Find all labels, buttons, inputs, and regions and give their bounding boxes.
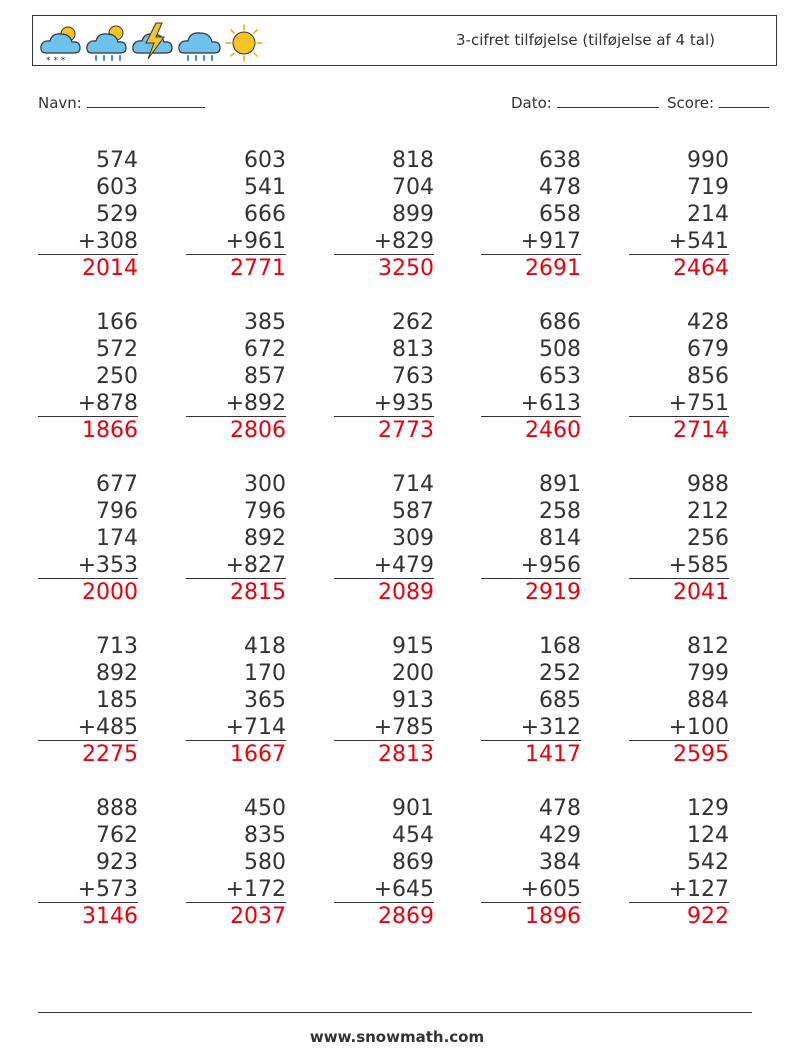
answer: 2771 <box>230 256 286 281</box>
addition-problem <box>629 633 729 768</box>
addend: 796 <box>96 499 138 524</box>
last-addend: +172 <box>186 876 286 903</box>
last-addend: +961 <box>186 228 286 255</box>
last-addend: +605 <box>481 876 581 903</box>
addition-problem <box>629 309 729 444</box>
addend: 713 <box>96 634 138 659</box>
addition-problem <box>186 471 286 606</box>
addition-problem <box>38 309 138 444</box>
addend: 185 <box>96 688 138 713</box>
addition-problem <box>481 633 581 768</box>
answer: 2275 <box>82 742 138 767</box>
worksheet-title: 3-cifret tilføjelse (tilføjelse af 4 tal) <box>456 31 715 49</box>
addend: 677 <box>96 472 138 497</box>
answer: 2595 <box>673 742 729 767</box>
addition-problem <box>481 147 581 282</box>
answer: 1866 <box>82 418 138 443</box>
score-label: Score: <box>667 94 715 112</box>
addend: 478 <box>539 796 581 821</box>
addend: 814 <box>539 526 581 551</box>
answer: 2014 <box>82 256 138 281</box>
name-label: Navn: <box>38 94 82 112</box>
sun-icon <box>226 25 262 61</box>
answer: 2089 <box>378 580 434 605</box>
addend: 429 <box>539 823 581 848</box>
answer: 1417 <box>525 742 581 767</box>
addend: 857 <box>244 364 286 389</box>
addend: 888 <box>96 796 138 821</box>
addend: 762 <box>96 823 138 848</box>
svg-text:* * *: * * * <box>46 56 66 63</box>
last-addend: +878 <box>38 390 138 417</box>
answer: 922 <box>687 904 729 929</box>
addend: 478 <box>539 175 581 200</box>
answer: 1896 <box>525 904 581 929</box>
addend: 915 <box>392 634 434 659</box>
addend: 812 <box>687 634 729 659</box>
addend: 796 <box>244 499 286 524</box>
last-addend: +312 <box>481 714 581 741</box>
name-field <box>38 93 205 112</box>
addition-problem <box>334 309 434 444</box>
addend: 719 <box>687 175 729 200</box>
addend: 454 <box>392 823 434 848</box>
last-addend: +917 <box>481 228 581 255</box>
addend: 990 <box>687 148 729 173</box>
addend: 587 <box>392 499 434 524</box>
addend: 300 <box>244 472 286 497</box>
answer: 2460 <box>525 418 581 443</box>
addend: 418 <box>244 634 286 659</box>
last-addend: +479 <box>334 552 434 579</box>
last-addend: +541 <box>629 228 729 255</box>
addition-problem <box>186 309 286 444</box>
addend: 686 <box>539 310 581 335</box>
addend: 385 <box>244 310 286 335</box>
footer-site: www.snowmath.com <box>309 1028 485 1046</box>
addend: 603 <box>244 148 286 173</box>
date-input-line[interactable] <box>557 93 659 108</box>
addend: 653 <box>539 364 581 389</box>
addend: 892 <box>244 526 286 551</box>
addend: 124 <box>687 823 729 848</box>
addend: 685 <box>539 688 581 713</box>
score-field <box>667 93 769 112</box>
last-addend: +308 <box>38 228 138 255</box>
addend: 813 <box>392 337 434 362</box>
addend: 835 <box>244 823 286 848</box>
answer: 2714 <box>673 418 729 443</box>
addend: 508 <box>539 337 581 362</box>
last-addend: +956 <box>481 552 581 579</box>
addend: 309 <box>392 526 434 551</box>
addend: 856 <box>687 364 729 389</box>
addend: 818 <box>392 148 434 173</box>
answer: 2464 <box>673 256 729 281</box>
last-addend: +353 <box>38 552 138 579</box>
addend: 891 <box>539 472 581 497</box>
answer: 2813 <box>378 742 434 767</box>
addend: 799 <box>687 661 729 686</box>
addend: 672 <box>244 337 286 362</box>
addend: 714 <box>392 472 434 497</box>
answer: 2000 <box>82 580 138 605</box>
addend: 666 <box>244 202 286 227</box>
addend: 212 <box>687 499 729 524</box>
answer: 3146 <box>82 904 138 929</box>
addend: 913 <box>392 688 434 713</box>
addend: 763 <box>392 364 434 389</box>
addend: 428 <box>687 310 729 335</box>
cloud-sun-rain-icon <box>87 26 126 60</box>
addition-problem <box>481 795 581 930</box>
last-addend: +485 <box>38 714 138 741</box>
cloud-lightning-icon <box>133 23 172 59</box>
answer: 2919 <box>525 580 581 605</box>
addend: 658 <box>539 202 581 227</box>
addend: 170 <box>244 661 286 686</box>
addend: 679 <box>687 337 729 362</box>
answer: 1667 <box>230 742 286 767</box>
answer: 2869 <box>378 904 434 929</box>
addend: 892 <box>96 661 138 686</box>
addend: 250 <box>96 364 138 389</box>
date-field <box>511 93 659 112</box>
addition-problem <box>38 633 138 768</box>
addend: 365 <box>244 688 286 713</box>
addition-problem <box>38 471 138 606</box>
addition-problem <box>481 309 581 444</box>
addend: 923 <box>96 850 138 875</box>
addition-problem <box>186 633 286 768</box>
last-addend: +827 <box>186 552 286 579</box>
last-addend: +714 <box>186 714 286 741</box>
addition-problem <box>186 795 286 930</box>
last-addend: +829 <box>334 228 434 255</box>
addend: 704 <box>392 175 434 200</box>
last-addend: +892 <box>186 390 286 417</box>
addend: 262 <box>392 310 434 335</box>
addend: 574 <box>96 148 138 173</box>
answer: 2773 <box>378 418 434 443</box>
last-addend: +935 <box>334 390 434 417</box>
addition-problem <box>629 471 729 606</box>
addend: 168 <box>539 634 581 659</box>
date-label: Dato: <box>511 94 552 112</box>
last-addend: +573 <box>38 876 138 903</box>
addition-problem <box>38 147 138 282</box>
addend: 988 <box>687 472 729 497</box>
last-addend: +751 <box>629 390 729 417</box>
score-input-line[interactable] <box>719 93 769 108</box>
addend: 901 <box>392 796 434 821</box>
answer: 2806 <box>230 418 286 443</box>
addend: 603 <box>96 175 138 200</box>
name-input-line[interactable] <box>87 93 205 108</box>
addend: 174 <box>96 526 138 551</box>
addend: 869 <box>392 850 434 875</box>
answer: 2037 <box>230 904 286 929</box>
addend: 580 <box>244 850 286 875</box>
last-addend: +127 <box>629 876 729 903</box>
addition-problem <box>629 795 729 930</box>
addend: 529 <box>96 202 138 227</box>
addend: 214 <box>687 202 729 227</box>
addition-problem <box>334 633 434 768</box>
answer: 2691 <box>525 256 581 281</box>
addition-problem <box>334 147 434 282</box>
addend: 899 <box>392 202 434 227</box>
last-addend: +613 <box>481 390 581 417</box>
cloud-rain-icon <box>179 33 220 60</box>
last-addend: +645 <box>334 876 434 903</box>
addend: 572 <box>96 337 138 362</box>
answer: 2815 <box>230 580 286 605</box>
addition-problem <box>481 471 581 606</box>
addend: 450 <box>244 796 286 821</box>
last-addend: +585 <box>629 552 729 579</box>
addend: 256 <box>687 526 729 551</box>
header-box <box>32 15 777 66</box>
answer: 3250 <box>378 256 434 281</box>
addition-problem <box>629 147 729 282</box>
last-addend: +100 <box>629 714 729 741</box>
addend: 258 <box>539 499 581 524</box>
addend: 200 <box>392 661 434 686</box>
addition-problem <box>334 471 434 606</box>
addend: 129 <box>687 796 729 821</box>
last-addend: +785 <box>334 714 434 741</box>
footer-divider <box>38 1012 752 1013</box>
addend: 542 <box>687 850 729 875</box>
addend: 541 <box>244 175 286 200</box>
addend: 252 <box>539 661 581 686</box>
addition-problem <box>186 147 286 282</box>
addend: 384 <box>539 850 581 875</box>
addition-problem <box>38 795 138 930</box>
addend: 638 <box>539 148 581 173</box>
addend: 884 <box>687 688 729 713</box>
weather-icons <box>38 19 268 63</box>
cloud-sun-snow-icon <box>41 27 80 63</box>
addend: 166 <box>96 310 138 335</box>
addition-problem <box>334 795 434 930</box>
answer: 2041 <box>673 580 729 605</box>
